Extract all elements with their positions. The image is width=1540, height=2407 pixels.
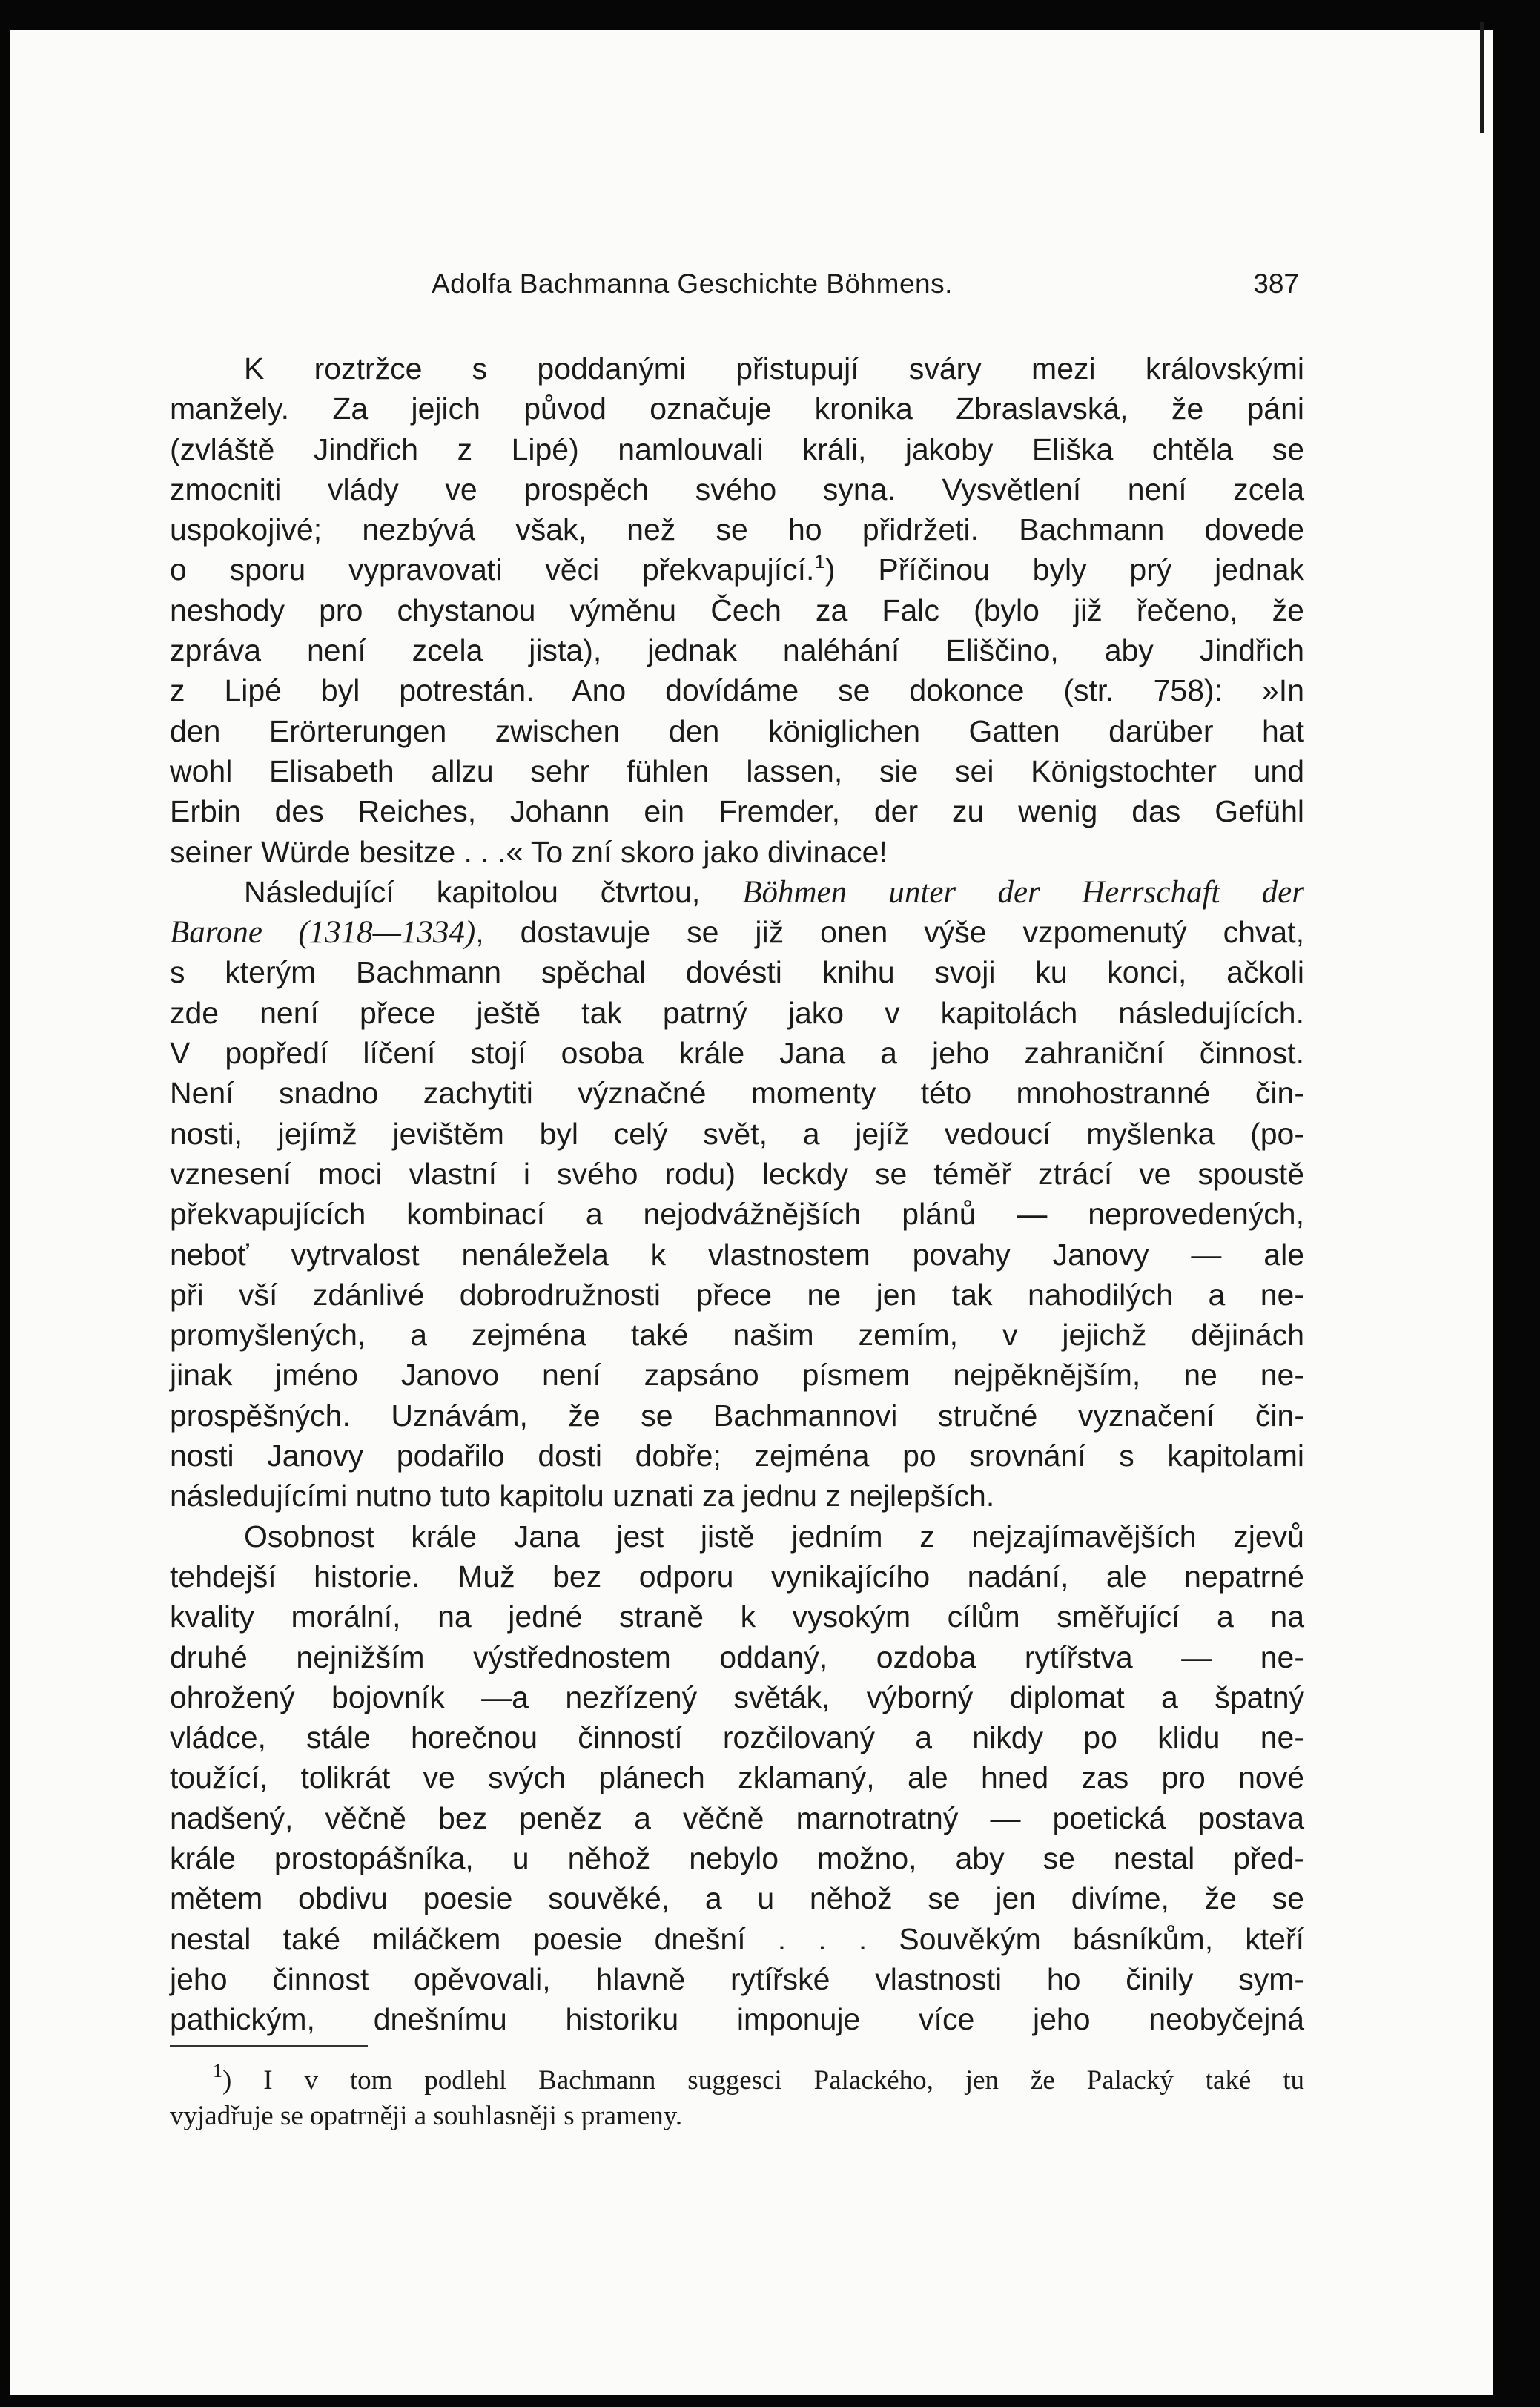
footnote bbox=[170, 2060, 1304, 2134]
text-line: při vší zdánlivé dobrodružnosti přece ne jen tak nahodilých a ne- bbox=[170, 1277, 1304, 1312]
footnote-line: $^1$) I v tom podlehl Bachmann suggesci Palackého, jen že Palacký také tu bbox=[213, 2060, 1304, 2096]
text-line: následujícími nutno tuto kapitolu uznati za jednu z nejlepších. bbox=[170, 1479, 995, 1513]
text-line: Barone (1318—1334), dostavuje se již onen výše vzpomenutý chvat, bbox=[170, 915, 1304, 951]
text-line: kvality morální, na jedné straně k vysokým cílům směřující a na bbox=[170, 1599, 1304, 1634]
text-line: Následující kapitolou čtvrtou, Böhmen unter der Herrschaft der bbox=[244, 874, 1304, 910]
text-line: manžely. Za jejich původ označuje kronika Zbraslavská, že páni bbox=[170, 392, 1304, 426]
scan-edge-mark bbox=[1480, 22, 1484, 133]
italic-title: Böhmen unter der Herrschaft der bbox=[742, 874, 1304, 910]
text-line: vládce, stále horečnou činností rozčilovaný a nikdy po klidu ne- bbox=[170, 1720, 1304, 1755]
text-line: K roztržce s poddanými přistupují sváry mezi královskými bbox=[244, 351, 1304, 386]
text-line: Erbin des Reiches, Johann ein Fremder, der zu wenig das Gefühl bbox=[170, 794, 1304, 829]
text-line: zpráva není zcela jista), jednak naléhání Eliščino, aby Jindřich bbox=[170, 633, 1304, 668]
text-line: promyšlených, a zejména také našim zemím, v jejichž dějinách bbox=[170, 1318, 1304, 1353]
text-line: seiner Würde besitze . . .« To zní skoro jako divinace! bbox=[170, 834, 888, 869]
text-line: prospěšných. Uznávám, že se Bachmannovi stručné vyznačení čin- bbox=[170, 1398, 1304, 1433]
text-line: překvapujících kombinací a nejodvážnějších plánů — neprovedených, bbox=[170, 1197, 1304, 1232]
text-line: nadšený, věčně bez peněz a věčně marnotratný — poetická postava bbox=[170, 1800, 1304, 1835]
footnote-rule bbox=[170, 2045, 368, 2047]
text-line: Osobnost krále Jana jest jistě jedním z nejzajímavějších zjevů bbox=[244, 1519, 1304, 1554]
text-line: tehdejší historie. Muž bez odporu vynikajícího nadání, ale nepatrné bbox=[170, 1559, 1304, 1594]
text-line: ohrožený bojovník —a nezřízený světák, výborný diplomat a špatný bbox=[170, 1680, 1304, 1714]
text-line: zmocniti vlády ve prospěch svého syna. Vysvětlení není zcela bbox=[170, 472, 1304, 506]
text-line: toužící, tolikrát ve svých plánech zklamaný, ale hned zas pro nové bbox=[170, 1760, 1304, 1795]
running-header bbox=[179, 260, 1299, 304]
page bbox=[10, 30, 1493, 2395]
page-number: 387 bbox=[1253, 268, 1299, 299]
running-title: Adolfa Bachmanna Geschichte Böhmens. bbox=[432, 268, 953, 299]
footnote-line: vyjadřuje se opatrněji a souhlasněji s prameny. bbox=[170, 2101, 683, 2131]
footnote-marker: 1 bbox=[213, 2060, 222, 2081]
text-line: jinak jméno Janovo není zapsáno písmem nejpěknějším, ne ne- bbox=[170, 1358, 1304, 1393]
text-line: uspokojivé; nezbývá však, než se ho přidržeti. Bachmann dovede bbox=[170, 512, 1304, 547]
text-line: den Erörterungen zwischen den königlichen Gatten darüber hat bbox=[170, 713, 1304, 748]
text-line: (zvláště Jindřich z Lipé) namlouvali králi, jakoby Eliška chtěla se bbox=[170, 432, 1304, 466]
text-line: pathickým, dnešnímu historiku imponuje více jeho neobyčejná bbox=[170, 2002, 1304, 2037]
text-line: druhé nejnižším výstřednostem oddaný, ozdoba rytířstva — ne- bbox=[170, 1640, 1304, 1674]
text-line: neboť vytrvalost nenáležela k vlastnostem povahy Janovy — ale bbox=[170, 1237, 1304, 1272]
text-line: vznesení moci vlastní i svého rodu) leckdy se téměř ztrácí ve spoustě bbox=[170, 1156, 1304, 1191]
text-line: jeho činnost opěvovali, hlavně rytířské vlastnosti ho činily sym- bbox=[170, 1961, 1304, 1996]
text-line: zde není přece ještě tak patrný jako v kapitolách následujících. bbox=[170, 995, 1304, 1030]
text-line: Není snadno zachytiti význačné momenty této mnohostranné čin- bbox=[170, 1076, 1304, 1111]
text-line: nestal také miláčkem poesie dnešní . . . Souvěkým básníkům, kteří bbox=[170, 1921, 1304, 1956]
footnote-ref: 1 bbox=[814, 550, 825, 573]
italic-title: Barone (1318—1334) bbox=[170, 915, 476, 951]
text-line: nosti Janovy podařilo dosti dobře; zejména po srovnání s kapitolami bbox=[170, 1439, 1304, 1473]
text-line: neshody pro chystanou výměnu Čech za Falc (bylo již řečeno, že bbox=[170, 592, 1304, 627]
text-line: V popředí líčení stojí osoba krále Jana a jeho zahraniční činnost. bbox=[170, 1036, 1304, 1071]
text-line: o sporu vypravovati věci překvapující.$^1$) Příčinou byly prý jednak bbox=[170, 550, 1304, 587]
text-line: s kterým Bachmann spěchal dovésti knihu svoji ku konci, ačkoli bbox=[170, 955, 1304, 990]
body-text bbox=[170, 349, 1304, 2039]
text-line: krále prostopášníka, u něhož nebylo možno, aby se nestal před- bbox=[170, 1840, 1304, 1875]
text-line: nosti, jejímž jevištěm byl celý svět, a jejíž vedoucí myšlenka (po- bbox=[170, 1116, 1304, 1151]
text-line: wohl Elisabeth allzu sehr fühlen lassen, sie sei Königstochter und bbox=[170, 753, 1304, 788]
text-line: mětem obdivu poesie souvěké, a u něhož se jen divíme, že se bbox=[170, 1881, 1304, 1916]
text-line: z Lipé byl potrestán. Ano dovídáme se dokonce (str. 758): »In bbox=[170, 673, 1304, 708]
